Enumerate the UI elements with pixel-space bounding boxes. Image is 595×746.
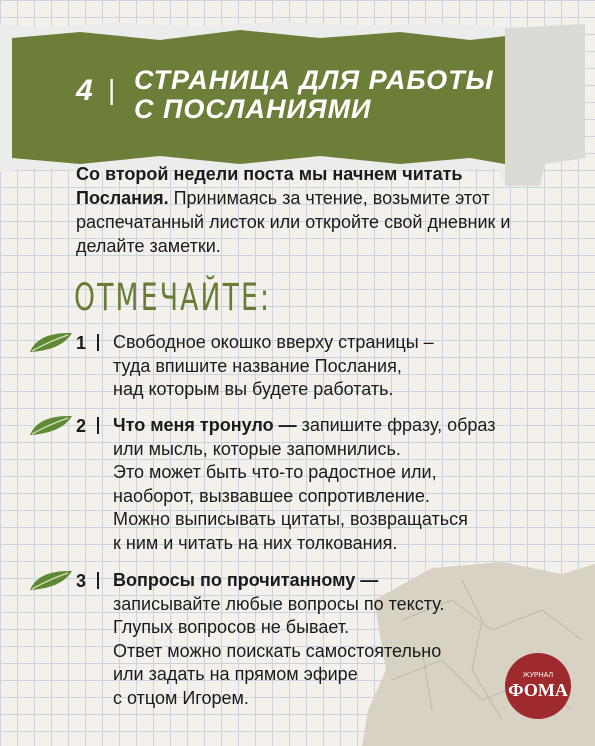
item-1-line: Свободное окошко вверху страницы – (113, 332, 434, 352)
item-2-line: наоборот, вызвавшее сопротивление. (113, 485, 430, 506)
item-3-line: с отцом Игорем. (113, 687, 249, 708)
leaf-icon (28, 413, 74, 437)
item-3-line: или задать на прямом эфире (113, 664, 358, 684)
logo-top-text: ЖУРНАЛ (522, 672, 554, 679)
item-text-2 (113, 414, 533, 555)
logo-main-text: ФОМА (508, 680, 568, 700)
title-line-1: СТРАНИЦА ДЛЯ РАБОТЫ (134, 65, 494, 95)
step-number: 4 (76, 74, 93, 107)
item-text-1 (113, 331, 533, 402)
section-header (76, 66, 496, 126)
item-2-line: Можно выписывать цитаты, возвращаться (113, 509, 468, 529)
intro-text: Принимаясь за чтение, возьмите этот распечатанный листок или откройте свой дневник и делайте заметки. (76, 188, 511, 256)
item-3-line: записывайте любые вопросы по тексту. (113, 593, 445, 614)
item-bar-2 (97, 417, 99, 434)
leaf-icon (28, 330, 74, 354)
item-3-line: Глупых вопросов не бывает. (113, 617, 350, 637)
item-3-line: Ответ можно поискать самостоятельно (113, 640, 442, 661)
item-text-3 (113, 569, 533, 710)
title-line-2: С ПОСЛАНИЯМИ (134, 94, 372, 124)
item-1-line: над которым вы будете работать. (113, 379, 394, 399)
intro-paragraph (76, 162, 516, 258)
item-2-line: Это может быть что-то радостное или, (113, 462, 437, 482)
intro-bold: Со второй недели поста мы начнем читать Послания. (76, 164, 463, 208)
item-number-3: 3 (76, 571, 87, 591)
item-number-2: 2 (76, 416, 87, 436)
page-title (134, 66, 494, 124)
section-heading: ОТМЕЧАЙТЕ: (74, 276, 272, 319)
item-2-line: запишите фразу, образ (296, 415, 496, 435)
leaf-icon (28, 568, 74, 592)
item-1-line: туда впишите название Послания, (113, 355, 402, 376)
item-3-bold: Вопросы по прочитанному — (113, 570, 379, 590)
item-2-bold: Что меня тронуло — (113, 415, 297, 435)
item-2-line: или мысль, которые запомнились. (113, 438, 401, 459)
item-2-line: к ним и читать на них толкования. (113, 532, 398, 553)
item-bar-1 (97, 334, 99, 351)
item-number-1: 1 (76, 333, 87, 353)
header-separator: | (108, 74, 116, 105)
item-bar-3 (97, 572, 99, 589)
foma-logo (504, 652, 572, 720)
